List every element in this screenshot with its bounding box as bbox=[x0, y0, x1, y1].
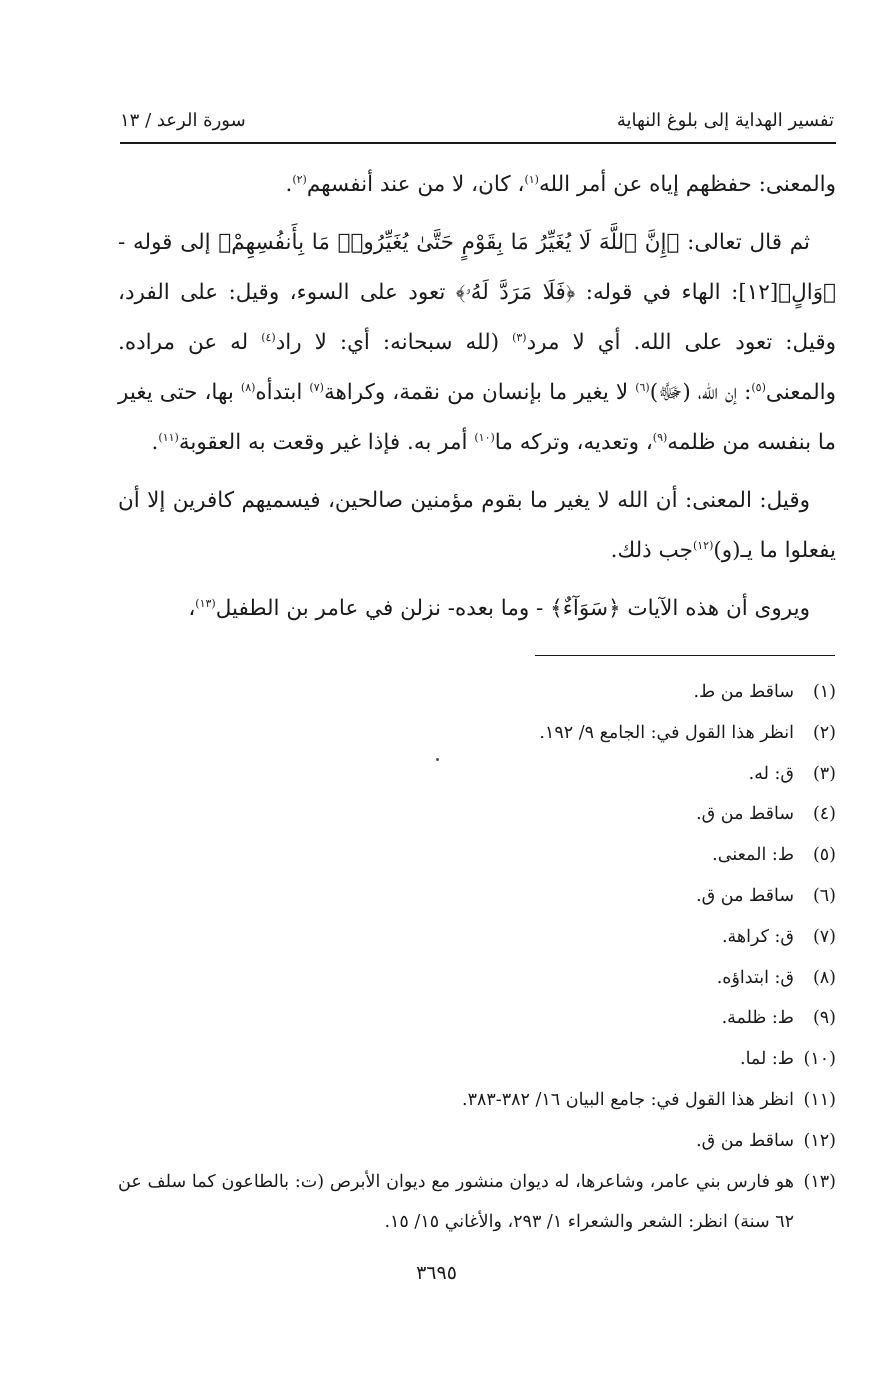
main-text bbox=[118, 160, 836, 642]
stray-dot bbox=[436, 758, 439, 761]
footnote-number: (٣) bbox=[812, 763, 836, 784]
footnote-number: (١٢) bbox=[803, 1130, 836, 1151]
footnote-number: (٨) bbox=[812, 967, 836, 988]
text-run: ، bbox=[188, 596, 196, 621]
footnote-item bbox=[118, 794, 836, 835]
paragraph bbox=[118, 476, 836, 576]
surah-reference: سورة الرعد / ١٣ bbox=[120, 110, 246, 131]
footnote-text: هو فارس بني عامر، وشاعرها، له ديوان منشور مع ديوان الأبرص (ت: بالطاعون كما سلف عن ٦٢ سنة) انظر: الشعر والشعراء ١/ ٢٩٣، والأغاني ١٥/ ١٥. bbox=[118, 1171, 794, 1233]
footnote-text: ساقط من ط. bbox=[693, 682, 794, 702]
footnote-marker: (١) bbox=[524, 172, 539, 186]
footnote-item bbox=[118, 998, 836, 1039]
footnote-item bbox=[118, 1121, 836, 1162]
footnote-item bbox=[118, 672, 836, 713]
footnote-marker: (١٢) bbox=[692, 538, 714, 552]
footnote-text: ساقط من ق. bbox=[696, 1130, 794, 1151]
footnote-number: (٢) bbox=[812, 722, 836, 743]
book-title: تفسير الهداية إلى بلوغ النهاية bbox=[616, 110, 834, 131]
footnote-text: ط: المعنى. bbox=[712, 845, 794, 866]
footnote-number: (٥) bbox=[812, 845, 836, 866]
text-run: لا يغير ما بإنسان من نقمة، وكراهة bbox=[323, 380, 636, 405]
header-divider bbox=[120, 142, 836, 144]
footnote-marker: (٥) bbox=[751, 380, 766, 394]
footnote-text: ق: له. bbox=[748, 763, 794, 784]
footnote-text: ط: ظلمة. bbox=[721, 1008, 794, 1029]
footnote-item bbox=[118, 835, 836, 876]
text-run: ابتدأه bbox=[255, 380, 310, 405]
text-run: ثم قال تعالى: ﴿إِنَّ ٱللَّهَ لَا يُغَيِّرُ مَا بِقَوْمٍ حَتَّىٰ يُغَيِّرُوا۟ مَا بِأَنفُسِهِمْ﴾ إلى قوله - ﴿وَالٍ﴾[١٢]: الهاء في قوله: ﴿فَلَا مَرَدَّ لَهُۥ﴾ تعود على السوء، وقيل: على الفرد، وقيل: تعود على الله. أي لا مرد bbox=[118, 230, 836, 355]
footnote-number: (٩) bbox=[812, 1008, 836, 1029]
text-run: ويروى أن هذه الآيات ﴿سَوَآءٌ﴾ - وما بعده- نزلن في عامر بن الطفيل bbox=[215, 596, 810, 621]
paragraph bbox=[118, 218, 836, 468]
footnote-item bbox=[118, 958, 836, 999]
footnote-text: ساقط من ق. bbox=[696, 804, 794, 825]
text-run: بها، حتى يغير ما بنفسه من ظلمه bbox=[118, 380, 836, 455]
footnote-number: (١٠) bbox=[803, 1049, 836, 1070]
footnote-number: (٤) bbox=[812, 804, 836, 825]
text-run: أمر به. فإذا غير وقعت به العقوبة bbox=[178, 430, 475, 455]
text-run: وقيل: المعنى: أن الله لا يغير ما بقوم مؤمنين صالحين، فيسميهم كافرين إلا أن يفعلوا ما يـ(و) bbox=[118, 488, 836, 563]
footnote-number: (١١) bbox=[803, 1089, 836, 1110]
text-run: . bbox=[285, 172, 293, 197]
footnote-item bbox=[118, 1080, 836, 1121]
footnote-text: ساقط من ق. bbox=[696, 885, 794, 906]
footnote-divider bbox=[535, 655, 835, 656]
paragraph bbox=[118, 584, 836, 634]
footnote-text: انظر هذا القول في: جامع البيان ١٦/ ٣٨٢-٣٨٣. bbox=[461, 1089, 794, 1110]
footnote-marker: (٤) bbox=[261, 330, 276, 344]
footnote-marker: (٩) bbox=[652, 430, 668, 444]
footnote-marker: (١١) bbox=[158, 430, 179, 444]
running-header bbox=[120, 106, 834, 140]
footnote-marker: (٢) bbox=[292, 172, 307, 186]
text-run: . bbox=[151, 430, 159, 455]
text-run: جب ذلك. bbox=[610, 538, 693, 563]
footnote-marker: (٣) bbox=[512, 330, 527, 344]
footnote-number: (٧) bbox=[812, 926, 836, 947]
footnote-item bbox=[118, 876, 836, 917]
page-number: ٣٦٩٥ bbox=[416, 1262, 457, 1284]
footnote-item bbox=[118, 917, 836, 958]
footnote-text: ق: كراهة. bbox=[721, 926, 794, 947]
footnotes-list bbox=[118, 672, 836, 1243]
footnote-number: (١) bbox=[812, 682, 836, 702]
footnote-text: ط: لما. bbox=[740, 1049, 794, 1070]
text-run: له عن مراده. والمعنى bbox=[118, 330, 836, 405]
footnote-marker: (١٣) bbox=[195, 596, 216, 610]
footnote-item bbox=[118, 754, 836, 795]
text-run: والمعنى: حفظهم إياه عن أمر الله bbox=[538, 172, 836, 197]
text-run: ، كان، لا من عند أنفسهم bbox=[306, 172, 525, 197]
footnote-number: (٦) bbox=[812, 885, 836, 906]
footnote-number: (١٣) bbox=[803, 1171, 836, 1192]
footnote-marker: (٦) bbox=[635, 380, 650, 394]
footnote-item bbox=[118, 713, 836, 754]
footnote-marker: (٨) bbox=[240, 380, 256, 394]
text-run: ، وتعديه، وتركه ما bbox=[494, 430, 653, 455]
paragraph bbox=[118, 160, 836, 210]
text-run: : إن الله، (ﷻ) bbox=[649, 380, 752, 405]
text-run: (لله سبحانه: أي: لا راد bbox=[275, 330, 513, 355]
footnote-marker: (١٠) bbox=[474, 430, 495, 444]
footnote-item bbox=[118, 1039, 836, 1080]
footnote-item bbox=[118, 1162, 836, 1244]
footnote-marker: (٧) bbox=[309, 380, 324, 394]
footnote-text: انظر هذا القول في: الجامع ٩/ ١٩٢. bbox=[539, 722, 794, 743]
footnote-text: ق: ابتداؤه. bbox=[716, 967, 794, 988]
